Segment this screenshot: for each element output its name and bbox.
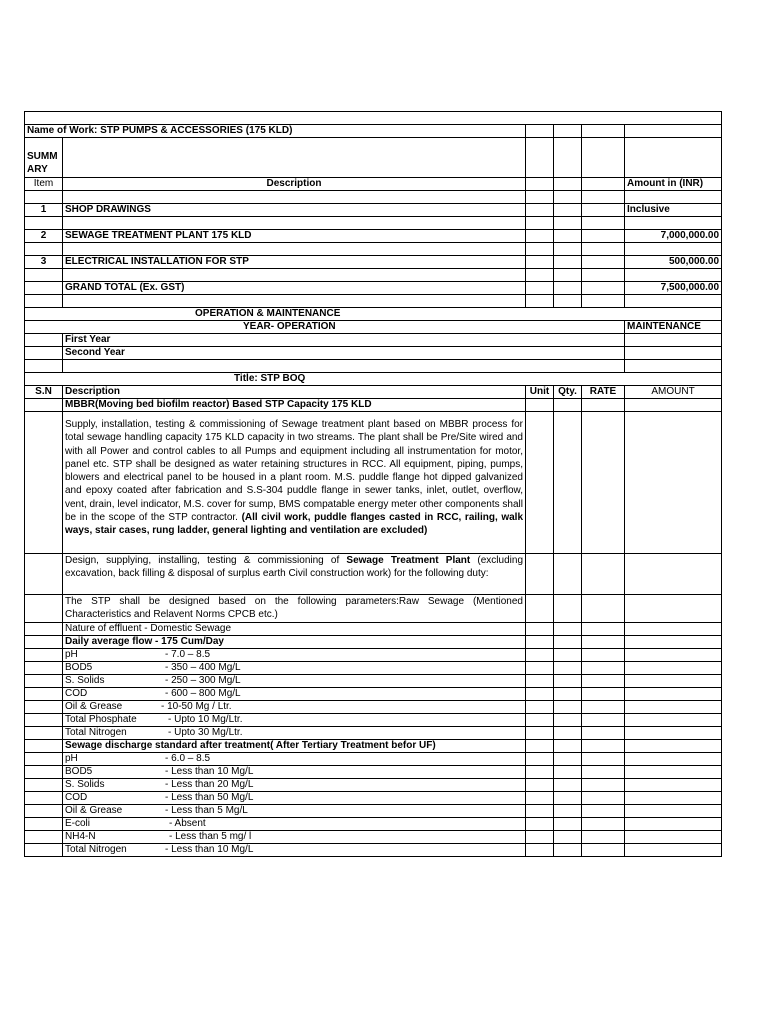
param-name: NH4-N xyxy=(65,830,96,842)
grand-total-label: GRAND TOTAL (Ex. GST) xyxy=(63,282,526,295)
nature-row xyxy=(25,622,722,635)
param-name: COD xyxy=(65,791,88,803)
summary-description: SEWAGE TREATMENT PLANT 175 KLD xyxy=(63,230,526,243)
discharge-param-row xyxy=(25,804,722,817)
raw-param-row xyxy=(25,648,722,661)
summary-row xyxy=(25,230,722,243)
summary-item: 1 xyxy=(25,204,63,217)
param-value: - Less than 50 Mg/L xyxy=(165,791,254,803)
col-boq-description: Description xyxy=(63,386,526,399)
param-name: BOD5 xyxy=(65,765,93,777)
param-value: - 600 – 800 Mg/L xyxy=(165,687,241,699)
blank-row xyxy=(25,191,722,204)
daily-average-flow: Daily average flow - 175 Cum/Day xyxy=(63,635,526,648)
param-value: - 7.0 – 8.5 xyxy=(165,648,211,660)
boq-paragraph-row xyxy=(25,595,722,623)
summary-amount: 7,000,000.00 xyxy=(625,230,722,243)
param-value: - Less than 5 mg/ l xyxy=(169,830,252,842)
param-name: S. Solids xyxy=(65,674,105,686)
blank-row xyxy=(25,295,722,308)
raw-param-row xyxy=(25,674,722,687)
summary-item: 2 xyxy=(25,230,63,243)
summary-row xyxy=(25,256,722,269)
summary-row xyxy=(25,204,722,217)
param-value: - Less than 5 Mg/L xyxy=(165,804,248,816)
col-qty: Qty. xyxy=(554,386,582,399)
boq-paragraph xyxy=(63,412,526,554)
grand-total-amount: 7,500,000.00 xyxy=(625,282,722,295)
param-value: - Less than 20 Mg/L xyxy=(165,778,254,790)
year-operation-row xyxy=(25,321,722,334)
boq-header-row xyxy=(25,386,722,399)
name-of-work-row xyxy=(25,125,722,138)
boq-parameters-paragraph: The STP shall be designed based on the following parameters:Raw Sewage (Mentioned Characteristics and Relavent Norms CPCB etc.) xyxy=(63,595,526,623)
boq-paragraph-row xyxy=(25,554,722,595)
col-sn: S.N xyxy=(25,386,63,399)
paragraph-bold-text: Sewage Treatment Plant xyxy=(346,555,471,566)
param-value: - Upto 10 Mg/Ltr. xyxy=(168,713,243,725)
summary-amount: 500,000.00 xyxy=(625,256,722,269)
first-year-row xyxy=(25,334,722,347)
param-name: E-coli xyxy=(65,817,91,829)
summary-description: SHOP DRAWINGS xyxy=(63,204,526,217)
boq-title-row xyxy=(25,373,722,386)
param-name: Oil & Grease xyxy=(65,804,123,816)
paragraph-bold-text: (All civil work, puddle flanges casted in RCC, railing, walk ways, stair cases, rung ladder, general lighting and ventilation are excluded) xyxy=(65,512,524,537)
col-amount-inr: Amount in (INR) xyxy=(625,178,722,191)
col-item: Item xyxy=(25,178,63,191)
boq-title: Title: STP BOQ xyxy=(25,373,722,386)
first-year: First Year xyxy=(63,334,625,347)
param-name: S. Solids xyxy=(65,778,105,790)
summary-label: SUMM ARY xyxy=(25,138,63,178)
summary-amount: Inclusive xyxy=(625,204,722,217)
col-unit: Unit xyxy=(526,386,554,399)
discharge-heading-row xyxy=(25,739,722,752)
boq-heading-row xyxy=(25,399,722,412)
param-name: pH xyxy=(65,648,78,660)
discharge-param-row xyxy=(25,817,722,830)
boq-spreadsheet xyxy=(24,111,722,857)
param-value: - Less than 10 Mg/L xyxy=(165,765,254,777)
name-of-work: Name of Work: STP PUMPS & ACCESSORIES (175 KLD) xyxy=(25,125,526,138)
grand-total-row xyxy=(25,282,722,295)
col-rate: RATE xyxy=(582,386,625,399)
param-name: COD xyxy=(65,687,88,699)
boq-heading: MBBR(Moving bed biofilm reactor) Based STP Capacity 175 KLD xyxy=(63,399,526,412)
param-value: - Absent xyxy=(169,817,206,829)
param-value: - 250 – 300 Mg/L xyxy=(165,674,241,686)
param-name: BOD5 xyxy=(65,661,93,673)
param-value: - Upto 30 Mg/Ltr. xyxy=(168,726,243,738)
param-value: - Less than 10 Mg/L xyxy=(165,843,254,855)
boq-design-paragraph xyxy=(63,554,526,595)
second-year-row xyxy=(25,347,722,360)
om-title-row xyxy=(25,308,722,321)
col-description: Description xyxy=(63,178,526,191)
year-operation: YEAR- OPERATION xyxy=(25,321,625,334)
blank-row xyxy=(25,217,722,230)
boq-paragraph-row xyxy=(25,412,722,554)
daily-flow-row xyxy=(25,635,722,648)
param-value: - 6.0 – 8.5 xyxy=(165,752,211,764)
blank-row xyxy=(25,112,722,125)
raw-param-row xyxy=(25,700,722,713)
paragraph-text: Supply, installation, testing & commissioning of Sewage treatment plant based on MBBR process for total sewage handling capacity 175 KLD capacity in two streams. The plant shall be Pre/Site wired and with all Power and control cables to all Pumps and equipment including all instrumentation for motor, panel etc. STP shall be designed as water retaining structures in RCC. All equipment, piping, pumps, blowers and electrical panel to be housed in a plant room. M.S. puddle flange hot dipped galvanized and epoxy coated after fabrication and S.S-304 puddle flange in sewer tanks, inlet, outlet, overflow, vent, drain, level indicator, M.S. cover for sump, BMS compatable energy meter other components shall be in the scope of the STP contractor. xyxy=(65,419,523,524)
nature-of-effluent: Nature of effluent - Domestic Sewage xyxy=(63,622,526,635)
summary-item: 3 xyxy=(25,256,63,269)
summary-description: ELECTRICAL INSTALLATION FOR STP xyxy=(63,256,526,269)
param-name: Total Nitrogen xyxy=(65,726,127,738)
summary-header-row xyxy=(25,178,722,191)
raw-param-row xyxy=(25,713,722,726)
raw-param-row xyxy=(25,661,722,674)
discharge-param-row xyxy=(25,843,722,856)
om-title: OPERATION & MAINTENANCE xyxy=(25,308,722,321)
maintenance-label: MAINTENANCE xyxy=(625,321,722,334)
blank-row xyxy=(25,360,722,373)
discharge-param-row xyxy=(25,830,722,843)
paragraph-text: (excluding excavation, back filling & disposal of surplus earth Civil construction work) for the following duty: xyxy=(65,555,523,580)
discharge-param-row xyxy=(25,765,722,778)
paragraph-text: Design, supplying, installing, testing & commissioning of xyxy=(65,555,347,566)
blank-row xyxy=(25,243,722,256)
summary-label-row xyxy=(25,138,722,178)
discharge-param-row xyxy=(25,778,722,791)
discharge-standard-heading: Sewage discharge standard after treatment( After Tertiary Treatment befor UF) xyxy=(63,739,526,752)
discharge-param-row xyxy=(25,791,722,804)
param-name: Total Phosphate xyxy=(65,713,137,725)
raw-param-row xyxy=(25,687,722,700)
param-value: - 10-50 Mg / Ltr. xyxy=(161,700,232,712)
param-name: pH xyxy=(65,752,78,764)
discharge-param-row xyxy=(25,752,722,765)
param-name: Total Nitrogen xyxy=(65,843,127,855)
param-name: Oil & Grease xyxy=(65,700,123,712)
second-year: Second Year xyxy=(63,347,625,360)
raw-param-row xyxy=(25,726,722,739)
col-amount: AMOUNT xyxy=(625,386,722,399)
param-value: - 350 – 400 Mg/L xyxy=(165,661,241,673)
blank-row xyxy=(25,269,722,282)
